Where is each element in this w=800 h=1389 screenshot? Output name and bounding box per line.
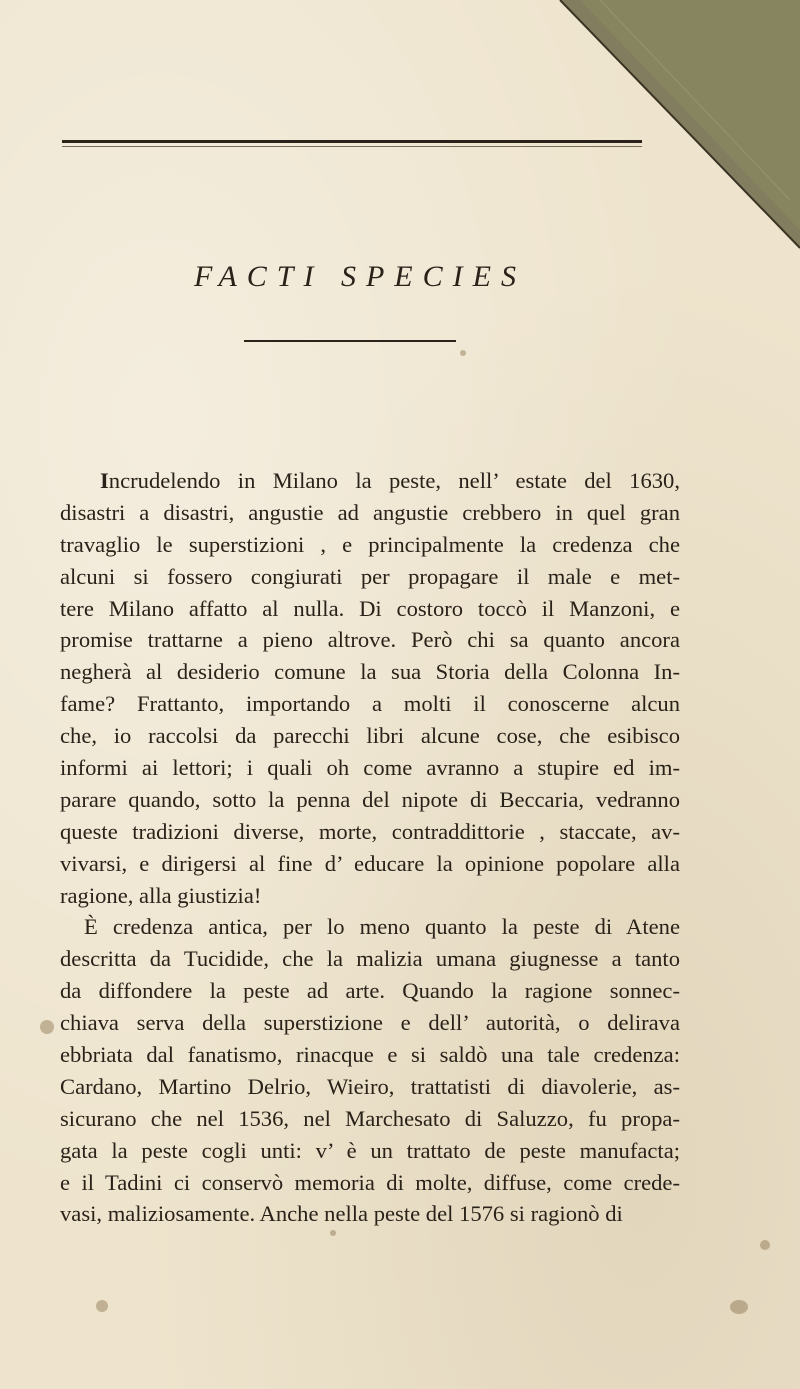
page-heading: FACTI SPECIES (194, 260, 526, 293)
text-line: tere Milano affatto al nulla. Di costoro toccò il Manzoni, e (60, 595, 680, 621)
text-line: Cardano, Martino Delrio, Wieiro, trattatisti di diavolerie, as- (60, 1073, 680, 1099)
paper-stain (40, 1020, 54, 1034)
text-line: e il Tadini ci conservò memoria di molte, diffuse, come crede- (60, 1169, 680, 1195)
text-line: sicurano che nel 1536, nel Marchesato di Saluzzo, fu propa- (60, 1105, 680, 1131)
text-line: gata la peste cogli unti: v’ è un trattato de peste manufacta; (60, 1137, 680, 1163)
text-line: fame? Frattanto, importando a molti il conoscerne alcun (60, 691, 680, 717)
text-line: alcuni si fossero congiurati per propagare il male e met- (60, 563, 680, 589)
text-line: che, io raccolsi da parecchi libri alcune cose, che esibisco (60, 723, 680, 749)
text-line: descritta da Tucidide, che la malizia umana giugnesse a tanto (60, 946, 680, 972)
body-text (60, 465, 680, 1230)
text-line: negherà al desiderio comune la sua Storia della Colonna In- (60, 659, 680, 685)
text-line: È credenza antica, per lo meno quanto la peste di Atene (84, 914, 680, 940)
heading-rule (244, 340, 456, 342)
text-line: da diffondere la peste ad arte. Quando la ragione sonnec- (60, 978, 680, 1004)
top-double-rule (62, 140, 642, 143)
text-line: promise trattarne a pieno altrove. Però chi sa quanto ancora (60, 627, 680, 653)
paper-stain (730, 1300, 748, 1314)
text-line: informi ai lettori; i quali oh come avranno a stupire ed im- (60, 755, 680, 781)
text-line: ragione, alla giustizia! (60, 882, 262, 908)
text-line: travaglio le superstizioni , e principalmente la credenza che (60, 531, 680, 557)
paper-stain (760, 1240, 770, 1250)
text-line: chiava serva della superstizione e dell’ autorità, o delirava (60, 1010, 680, 1036)
paper-stain (96, 1300, 108, 1312)
paper-stain (330, 1230, 336, 1236)
text-line: disastri a disastri, angustie ad angustie crebbero in quel gran (60, 499, 680, 525)
text-line: vasi, maliziosamente. Anche nella peste del 1576 si ragionò di (60, 1201, 623, 1227)
text-line: ebbriata dal fanatismo, rinacque e si saldò una tale credenza: (60, 1042, 680, 1068)
text-line: parare quando, sotto la penna del nipote di Beccaria, vedranno (60, 786, 680, 812)
paper-stain (460, 350, 466, 356)
folded-page-corner (0, 0, 800, 270)
text-line: vivarsi, e dirigersi al fine d’ educare la opinione popolare alla (60, 850, 680, 876)
text-line: queste tradizioni diverse, morte, contraddittorie , staccate, av- (60, 818, 680, 844)
text-line: Incrudelendo in Milano la peste, nell’ estate del 1630, (100, 468, 680, 493)
